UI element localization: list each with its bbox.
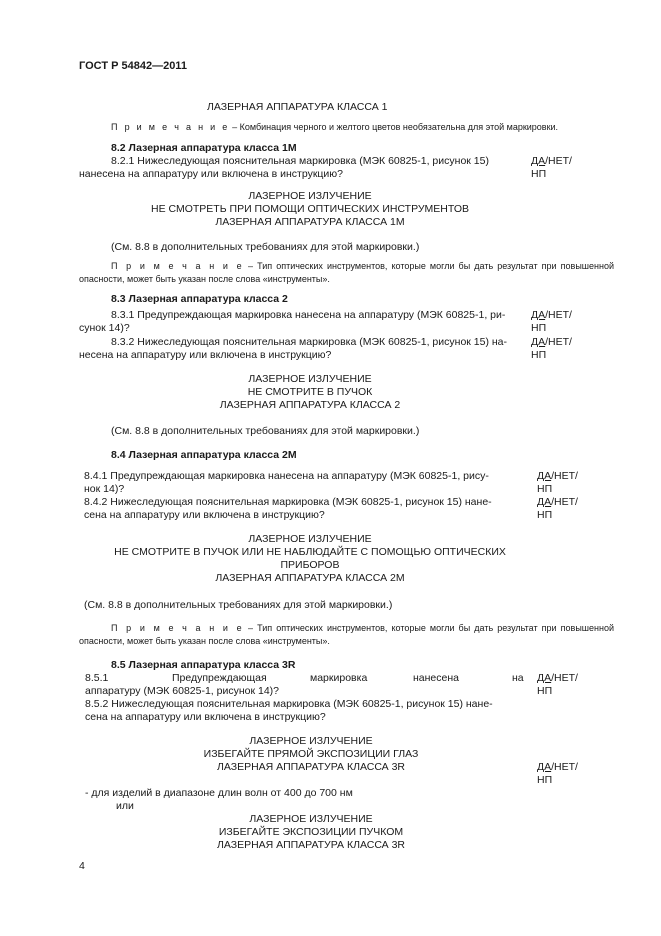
q-8-5-1-w2: Предупреждающая <box>172 672 267 684</box>
answer-8-4-1 <box>537 470 578 496</box>
note-2-line2: опасности, может быть указан после слова «инструменты». <box>79 274 330 284</box>
sign-3r-b-line2: ИЗБЕГАЙТЕ ЭКСПОЗИЦИИ ПУЧКОМ <box>218 826 404 838</box>
sign-3r-a <box>85 735 537 774</box>
q-8-3-1-line2: сунок 14)? <box>79 322 130 334</box>
section-8-2-heading: 8.2 Лазерная аппаратура класса 1М <box>111 142 297 154</box>
note-2-text: – Тип оптических инструментов, которые могли бы дать результат при повышенной <box>248 261 614 271</box>
q-8-3-1-line1: 8.3.1 Предупреждающая маркировка нанесена на аппаратуру (МЭК 60825-1, ри- <box>111 309 506 321</box>
answer-yes: ДА <box>531 155 546 167</box>
sign-2m-line3: ПРИБОРОВ <box>280 559 340 571</box>
sign-2m-line4: ЛАЗЕРНАЯ АППАРАТУРА КЛАССА 2М <box>215 572 405 584</box>
sign-1m <box>79 190 541 229</box>
answer-yes: ДА <box>537 470 552 482</box>
sign-3r-a-line2: ИЗБЕГАЙТЕ ПРЯМОЙ ЭКСПОЗИЦИИ ГЛАЗ <box>203 748 419 760</box>
see-8-8-note-1: (См. 8.8 в дополнительных требованиях для этой маркировки.) <box>111 241 420 253</box>
standard-header: ГОСТ Р 54842—2011 <box>79 60 187 72</box>
answer-no: /НЕТ/ <box>551 761 578 773</box>
answer-no: /НЕТ/ <box>551 672 578 684</box>
section-8-3-heading: 8.3 Лазерная аппаратура класса 2 <box>111 293 288 305</box>
answer-yes: ДА <box>537 496 552 508</box>
note-3-line1 <box>111 622 614 634</box>
q-8-5-1-w5: на <box>512 672 524 684</box>
sign-1m-line3: ЛАЗЕРНАЯ АППАРАТУРА КЛАССА 1М <box>215 216 405 228</box>
q-8-5-1-w1: 8.5.1 <box>85 672 109 684</box>
answer-8-3-2 <box>531 336 572 362</box>
sign-2m-line2: НЕ СМОТРИТЕ В ПУЧОК ИЛИ НЕ НАБЛЮДАЙТЕ С ПОМОЩЬЮ ОПТИЧЕСКИХ <box>114 546 506 558</box>
note-2-line1 <box>111 260 614 272</box>
note-3-text: – Тип оптических инструментов, которые могли бы дать результат при повышенной <box>248 623 614 633</box>
answer-sign-3r <box>537 761 578 787</box>
answer-yes: ДА <box>537 672 552 684</box>
note-1 <box>111 121 558 133</box>
page-number: 4 <box>79 860 85 872</box>
answer-8-2-1 <box>531 155 572 181</box>
q-8-5-1-w4: нанесена <box>413 672 460 684</box>
sign-2-line1: ЛАЗЕРНОЕ ИЗЛУЧЕНИЕ <box>248 373 372 385</box>
answer-no: /НЕТ/ <box>551 496 578 508</box>
sign-3r-b-line3: ЛАЗЕРНАЯ АППАРАТУРА КЛАССА 3R <box>216 839 406 851</box>
sign-2-line3: ЛАЗЕРНАЯ АППАРАТУРА КЛАССА 2 <box>219 399 401 411</box>
sign-3r-a-line1: ЛАЗЕРНОЕ ИЗЛУЧЕНИЕ <box>249 735 373 747</box>
note-1-text: – Комбинация черного и желтого цветов необязательна для этой маркировки. <box>232 122 559 132</box>
q-8-3-2-line2: несена на аппаратуру или включена в инструкцию? <box>79 349 332 361</box>
q-8-4-2-line1: 8.4.2 Нижеследующая пояснительная маркировка (МЭК 60825-1, рисунок 15) нане- <box>84 496 492 508</box>
q-8-5-2-line1: 8.5.2 Нижеследующая пояснительная маркировка (МЭК 60825-1, рисунок 15) нане- <box>85 698 493 710</box>
note-3-label: П р и м е ч а н и е <box>111 623 244 633</box>
sign-3r-b <box>85 813 537 852</box>
q-8-2-1-line2: нанесена на аппаратуру или включена в инструкцию? <box>79 168 344 180</box>
answer-no: /НЕТ/ <box>545 309 572 321</box>
answer-no: /НЕТ/ <box>551 470 578 482</box>
sign-2m-line1: ЛАЗЕРНОЕ ИЗЛУЧЕНИЕ <box>248 533 372 545</box>
see-8-8-note-3: (См. 8.8 в дополнительных требованиях для этой маркировки.) <box>84 599 393 611</box>
or-word: или <box>116 800 134 812</box>
section-8-5-heading: 8.5 Лазерная аппаратура класса 3R <box>111 659 296 671</box>
sign-2-line2: НЕ СМОТРИТЕ В ПУЧОК <box>247 386 373 398</box>
q-8-5-1-w3: маркировка <box>310 672 368 684</box>
q-8-2-1-line1: 8.2.1 Нижеследующая пояснительная маркировка (МЭК 60825-1, рисунок 15) <box>111 155 489 167</box>
answer-no: /НЕТ/ <box>545 155 572 167</box>
answer-na: НП <box>537 509 553 521</box>
sign-3r-a-line3: ЛАЗЕРНАЯ АППАРАТУРА КЛАССА 3R <box>216 761 406 773</box>
section-8-4-heading: 8.4 Лазерная аппаратура класса 2М <box>111 449 297 461</box>
q-8-3-2-line1: 8.3.2 Нижеследующая пояснительная маркировка (МЭК 60825-1, рисунок 15) на- <box>111 336 508 348</box>
answer-8-3-1 <box>531 309 572 335</box>
answer-na: НП <box>531 349 547 361</box>
q-8-4-2-line2: сена на аппаратуру или включена в инструкцию? <box>84 509 325 521</box>
note-1-label: П р и м е ч а н и е <box>111 122 230 132</box>
answer-na: НП <box>531 322 547 334</box>
answer-no: /НЕТ/ <box>545 336 572 348</box>
sign-1m-line2: НЕ СМОТРЕТЬ ПРИ ПОМОЩИ ОПТИЧЕСКИХ ИНСТРУМЕНТОВ <box>151 203 469 215</box>
q-8-5-2-line2: сена на аппаратуру или включена в инструкцию? <box>85 711 326 723</box>
wavelength-range-note: - для изделий в диапазоне длин волн от 400 до 700 нм <box>85 787 353 799</box>
answer-na: НП <box>531 168 547 180</box>
sign-class-1-title: ЛАЗЕРНАЯ АППАРАТУРА КЛАССА 1 <box>207 101 388 113</box>
note-2-label: П р и м е ч а н и е <box>111 261 244 271</box>
answer-8-4-2 <box>537 496 578 522</box>
sign-3r-b-line1: ЛАЗЕРНОЕ ИЗЛУЧЕНИЕ <box>249 813 373 825</box>
q-8-5-1-line2: аппаратуру (МЭК 60825-1, рисунок 14)? <box>85 685 280 697</box>
answer-8-5-1 <box>537 672 578 698</box>
sign-1m-line1: ЛАЗЕРНОЕ ИЗЛУЧЕНИЕ <box>248 190 372 202</box>
sign-2 <box>79 373 541 412</box>
answer-yes: ДА <box>537 761 552 773</box>
answer-yes: ДА <box>531 309 546 321</box>
q-8-4-1-line1: 8.4.1 Предупреждающая маркировка нанесена на аппаратуру (МЭК 60825-1, рису- <box>84 470 489 482</box>
answer-na: НП <box>537 685 553 697</box>
sign-2m <box>84 533 536 585</box>
q-8-4-1-line2: нок 14)? <box>84 483 125 495</box>
see-8-8-note-2: (См. 8.8 в дополнительных требованиях для этой маркировки.) <box>111 425 420 437</box>
answer-na: НП <box>537 774 553 786</box>
answer-na: НП <box>537 483 553 495</box>
note-3-line2: опасности, может быть указан после слова «инструменты». <box>79 636 330 646</box>
answer-yes: ДА <box>531 336 546 348</box>
